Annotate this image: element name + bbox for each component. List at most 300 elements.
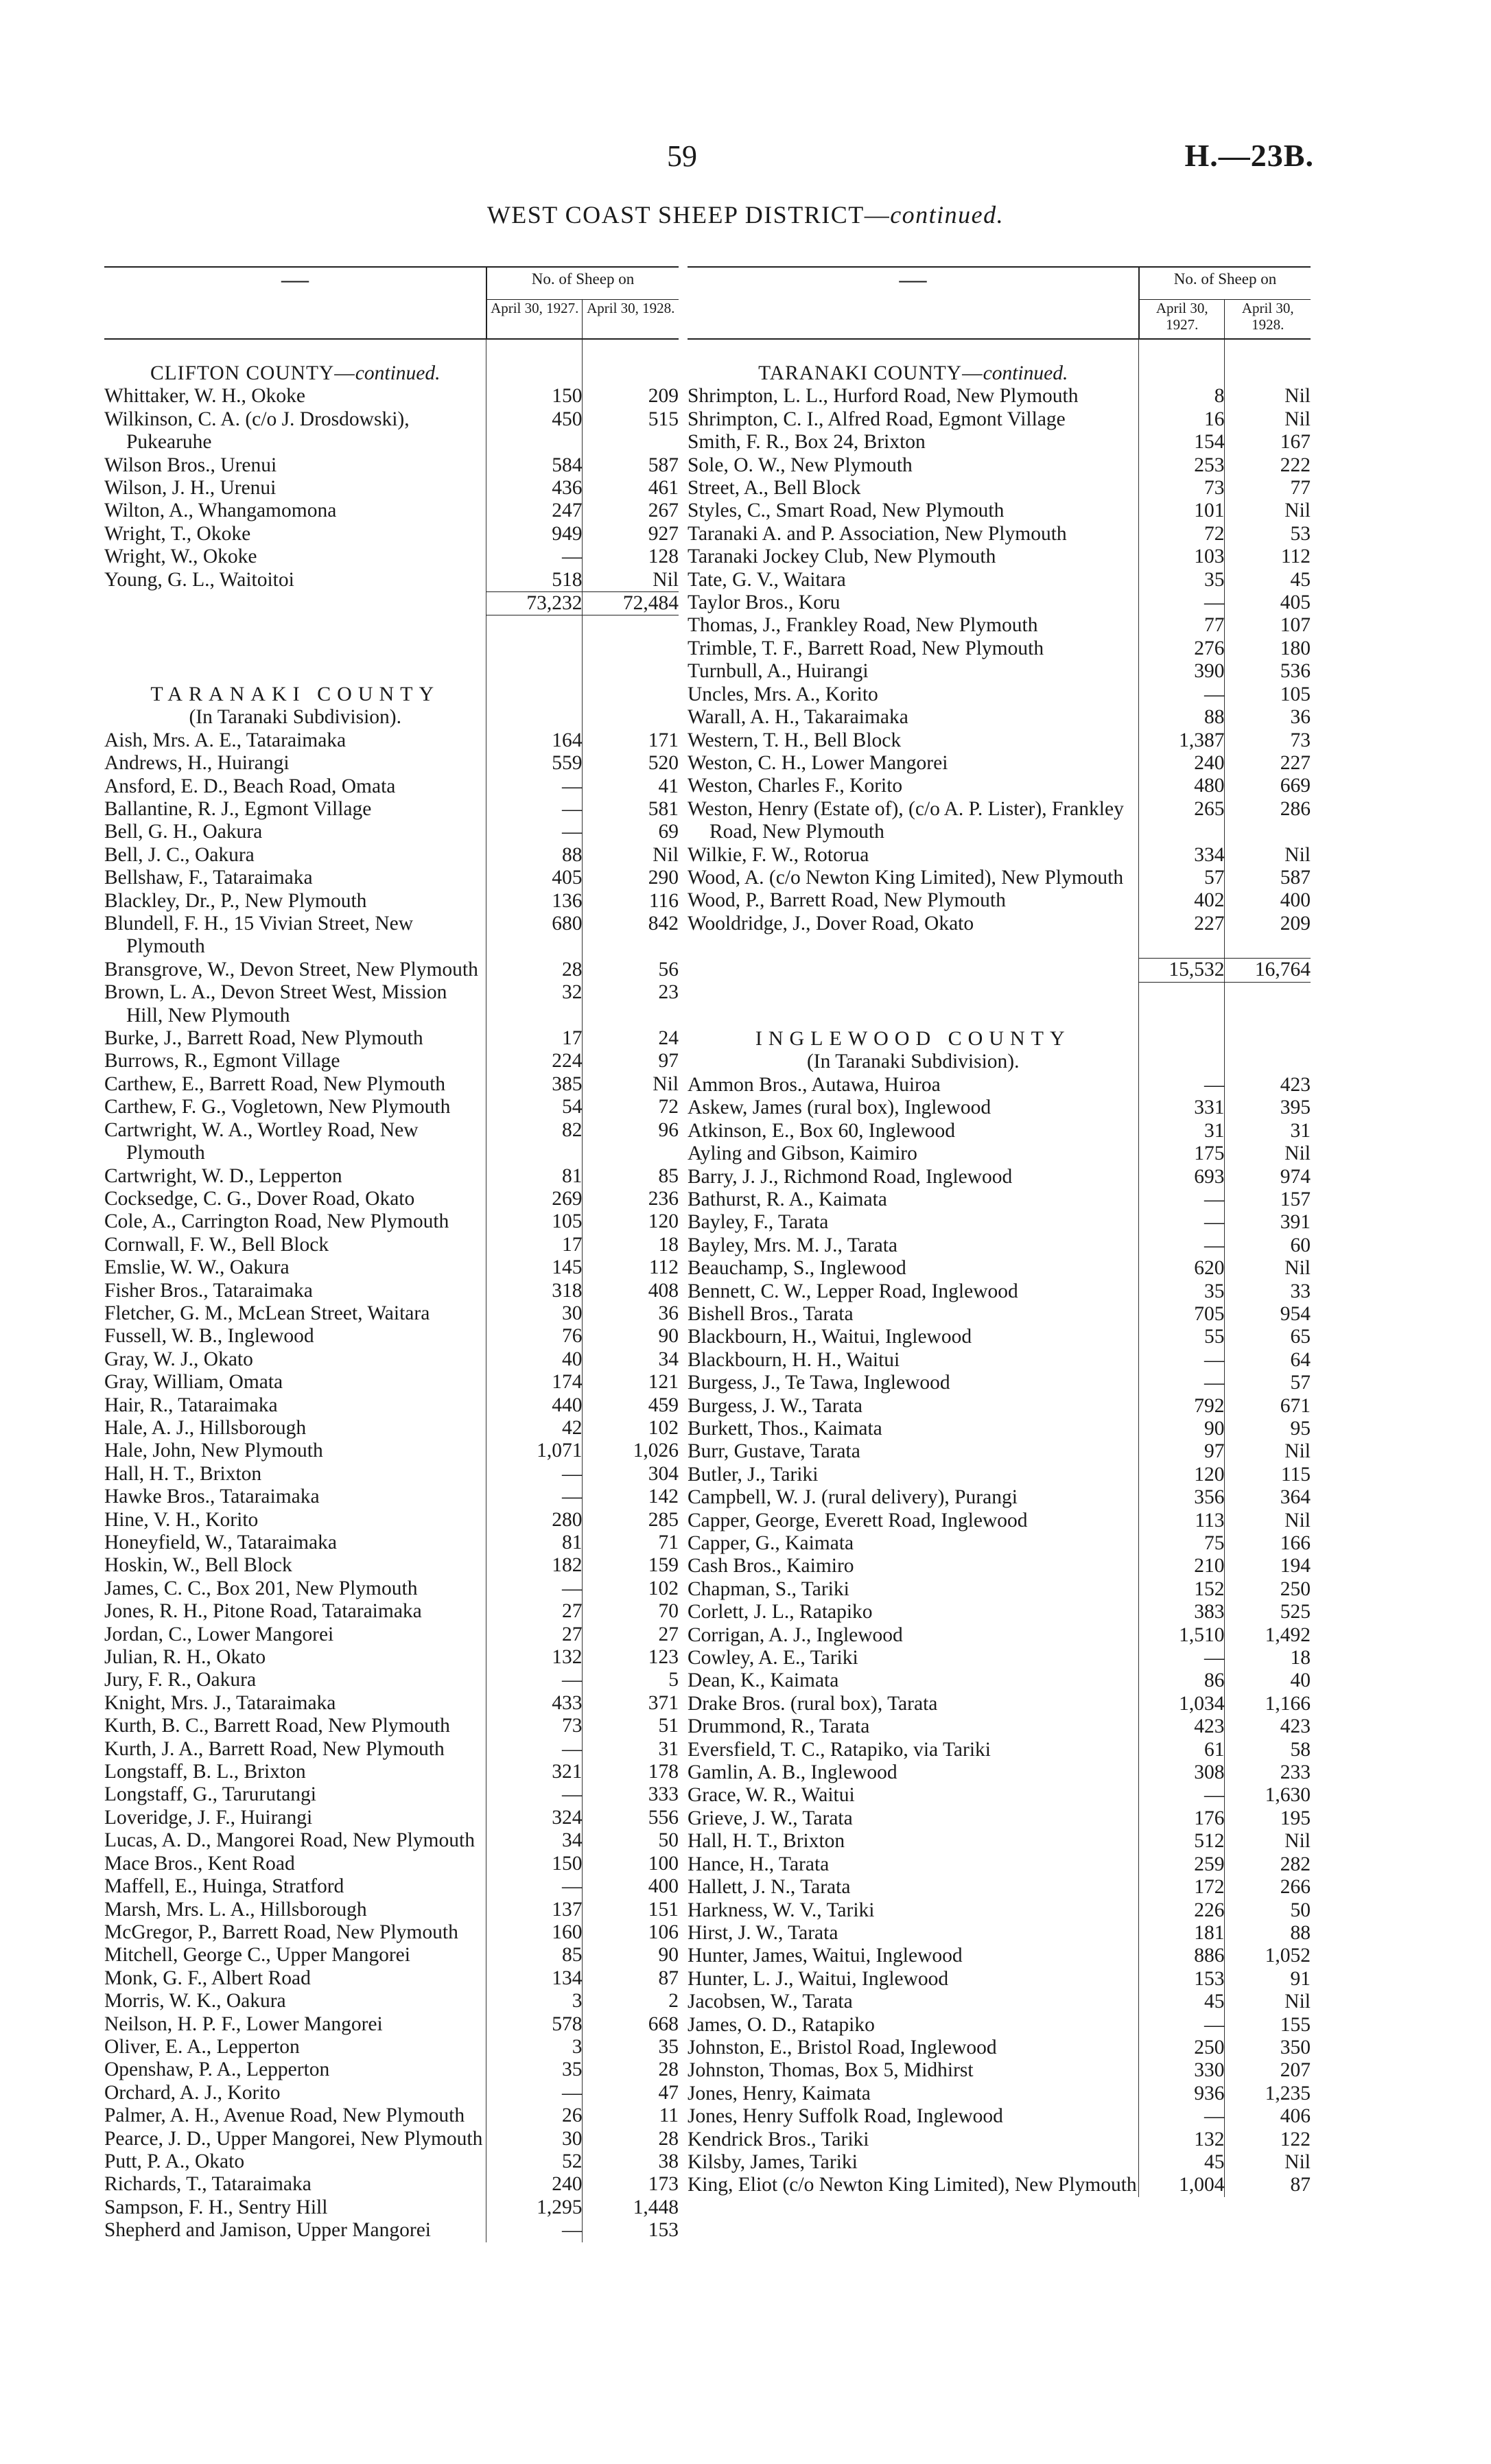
owner-name bbox=[104, 1738, 486, 1761]
owner-name-text: Blackley, Dr., P., New Plymouth bbox=[104, 889, 367, 912]
owner-name-text: Bell, J. C., Oakura bbox=[104, 843, 255, 866]
sheep-count-1927: 35 bbox=[486, 2058, 583, 2081]
sheep-count-1928: 153 bbox=[583, 2219, 679, 2242]
sheep-count-1928: 668 bbox=[583, 2013, 679, 2036]
owner-name-text: Cocksedge, C. G., Dover Road, Okato bbox=[104, 1187, 415, 1210]
table-row bbox=[688, 1669, 1311, 1692]
sheep-count-1927: 35 bbox=[1139, 1280, 1225, 1303]
sheep-count-1928: 515 bbox=[583, 408, 679, 454]
sheep-count-1927: 27 bbox=[486, 1623, 583, 1646]
table-row bbox=[104, 500, 679, 522]
owner-name-text: Hoskin, W., Bell Block bbox=[104, 1554, 292, 1577]
owner-name bbox=[688, 1899, 1139, 1922]
sheep-count-1928: 423 bbox=[1225, 1074, 1311, 1096]
sheep-count-1927: 240 bbox=[486, 2173, 583, 2196]
sheep-count-1928: 60 bbox=[1225, 1234, 1311, 1257]
owner-name bbox=[104, 1692, 486, 1715]
owner-name bbox=[688, 1876, 1139, 1899]
sheep-count-1927: 250 bbox=[1139, 2037, 1225, 2059]
table-row bbox=[688, 775, 1311, 797]
sheep-count-1927: 280 bbox=[486, 1509, 583, 1532]
owner-name-text: Ballantine, R. J., Egmont Village bbox=[104, 798, 372, 820]
sheep-count-1927: — bbox=[486, 1577, 583, 1600]
sheep-count-1927: 330 bbox=[1139, 2059, 1225, 2082]
owner-name-text: Cowley, A. E., Tariki bbox=[688, 1647, 858, 1669]
owner-name-text: Blackbourn, H. H., Waitui bbox=[688, 1348, 900, 1371]
owner-name-text: Hirst, J. W., Tarata bbox=[688, 1921, 838, 1944]
owner-name-text: Shrimpton, C. I., Alfred Road, Egmont Village bbox=[688, 408, 1066, 430]
sheep-count-1928: 102 bbox=[583, 1577, 679, 1600]
owner-name-text: Longstaff, G., Tarurutangi bbox=[104, 1783, 316, 1806]
owner-name bbox=[688, 867, 1139, 889]
sheep-count-1927: 40 bbox=[486, 1348, 583, 1371]
sheep-count-1928: 11 bbox=[583, 2104, 679, 2127]
owner-name bbox=[688, 2082, 1139, 2105]
sheep-count-1928: 33 bbox=[1225, 1280, 1311, 1303]
table-row bbox=[104, 890, 679, 913]
table-row bbox=[104, 2058, 679, 2081]
table-row bbox=[688, 1211, 1311, 1234]
owner-name-text: Wilson Bros., Urenui bbox=[104, 454, 277, 476]
owner-name-text: Pearce, J. D., Upper Mangorei, New Plymouth bbox=[104, 2127, 483, 2150]
owner-name-text: Morris, W. K., Oakura bbox=[104, 1990, 286, 2013]
table-row bbox=[104, 729, 679, 752]
sheep-count-1927: 86 bbox=[1139, 1669, 1225, 1692]
owner-name-text: Eversfield, T. C., Ratapiko, via Tariki bbox=[688, 1738, 991, 1761]
sheep-count-1927: 620 bbox=[1139, 1257, 1225, 1280]
owner-name-text: Burgess, J., Te Tawa, Inglewood bbox=[688, 1372, 950, 1394]
table-row bbox=[104, 981, 679, 1027]
owner-name bbox=[688, 385, 1139, 408]
owner-name-text: Richards, T., Tataraimaka bbox=[104, 2173, 312, 2196]
owner-name-text: Sampson, F. H., Sentry Hill bbox=[104, 2196, 328, 2218]
sheep-count-1927: — bbox=[486, 798, 583, 821]
owner-name-text: Brown, L. A., Devon Street West, Mission Hill, New Plymouth bbox=[104, 981, 447, 1026]
owner-name bbox=[104, 500, 486, 522]
sheep-count-1928: 115 bbox=[1225, 1464, 1311, 1486]
owner-name bbox=[104, 1280, 486, 1302]
table-row bbox=[688, 1555, 1311, 1577]
owner-name bbox=[688, 1464, 1139, 1486]
owner-name-text: Wilkie, F. W., Rotorua bbox=[688, 843, 869, 866]
owner-name-text: Hallett, J. N., Tarata bbox=[688, 1876, 851, 1899]
owner-name bbox=[104, 981, 486, 1027]
sheep-count-1927: 73 bbox=[1139, 477, 1225, 500]
table-row bbox=[688, 1922, 1311, 1945]
owner-name-text: Cartwright, W. D., Lepperton bbox=[104, 1164, 342, 1187]
owner-name bbox=[688, 1807, 1139, 1830]
owner-name bbox=[688, 637, 1139, 660]
owner-name-text: Bellshaw, F., Tataraimaka bbox=[104, 867, 313, 889]
owner-name bbox=[688, 2128, 1139, 2151]
sheep-count-1927: 886 bbox=[1139, 1945, 1225, 1967]
owner-name-text: Gray, W. J., Okato bbox=[104, 1348, 253, 1370]
sheep-count-1928: 178 bbox=[583, 1761, 679, 1783]
owner-name bbox=[688, 1326, 1139, 1348]
sheep-count-1928: 95 bbox=[1225, 1418, 1311, 1440]
sheep-count-1928: Nil bbox=[1225, 1440, 1311, 1463]
owner-name bbox=[104, 959, 486, 981]
sheep-count-1927: 385 bbox=[486, 1073, 583, 1096]
owner-name bbox=[104, 890, 486, 913]
sheep-count-1928: 35 bbox=[583, 2036, 679, 2058]
table-row bbox=[104, 1829, 679, 1852]
owner-name bbox=[688, 2151, 1139, 2174]
sheep-count-1927: — bbox=[486, 545, 583, 568]
table-row bbox=[688, 1876, 1311, 1899]
owner-name bbox=[688, 1739, 1139, 1761]
sheep-count-1928: 167 bbox=[1225, 431, 1311, 454]
sheep-count-1927: 132 bbox=[486, 1646, 583, 1669]
total-1927: 15,532 bbox=[1139, 959, 1225, 982]
owner-name bbox=[104, 1532, 486, 1554]
sheep-count-1927: 321 bbox=[486, 1761, 583, 1783]
sheep-count-1928: 45 bbox=[1225, 569, 1311, 591]
sheep-count-1927: 390 bbox=[1139, 660, 1225, 683]
table-row bbox=[688, 1693, 1311, 1715]
owner-name-text: James, C. C., Box 201, New Plymouth bbox=[104, 1577, 418, 1599]
table-row bbox=[104, 1348, 679, 1371]
table-row bbox=[688, 2128, 1311, 2151]
table-row bbox=[688, 1647, 1311, 1669]
owner-name bbox=[688, 706, 1139, 729]
owner-name-text: Hale, A. J., Hillsborough bbox=[104, 1416, 307, 1439]
owner-name-text: Jacobsen, W., Tarata bbox=[688, 1991, 853, 2013]
sheep-count-1927: 3 bbox=[486, 1990, 583, 2013]
owner-name-text: Bayley, Mrs. M. J., Tarata bbox=[688, 1234, 897, 1256]
owner-name-text: Bennett, C. W., Lepper Road, Inglewood bbox=[688, 1280, 1018, 1302]
sheep-count-1928: 50 bbox=[1225, 1899, 1311, 1922]
owner-name-text: Oliver, E. A., Lepperton bbox=[104, 2035, 300, 2058]
sheep-count-1927: 949 bbox=[486, 523, 583, 545]
owner-name-text: Street, A., Bell Block bbox=[688, 477, 861, 500]
owner-name-text: Cole, A., Carrington Road, New Plymouth bbox=[104, 1210, 449, 1233]
owner-name bbox=[688, 775, 1139, 797]
sheep-count-1928: 290 bbox=[583, 867, 679, 889]
owner-name-text: Gamlin, A. B., Inglewood bbox=[688, 1761, 897, 1784]
sheep-count-1928: 209 bbox=[583, 385, 679, 408]
sheep-count-1928: 106 bbox=[583, 1921, 679, 1944]
sheep-count-1927: — bbox=[486, 1486, 583, 1508]
table-row bbox=[688, 1257, 1311, 1280]
owner-name-text: Palmer, A. H., Avenue Road, New Plymouth bbox=[104, 2104, 465, 2127]
owner-name bbox=[104, 1463, 486, 1486]
table-row bbox=[688, 2014, 1311, 2037]
owner-name bbox=[104, 2219, 486, 2242]
sheep-count-1927: 88 bbox=[486, 844, 583, 867]
sheep-count-1927: 1,034 bbox=[1139, 1693, 1225, 1715]
owner-name-text: Burgess, J. W., Tarata bbox=[688, 1394, 862, 1417]
owner-name-text: Carthew, F. G., Vogletown, New Plymouth bbox=[104, 1096, 451, 1118]
sheep-count-1927: 1,387 bbox=[1139, 729, 1225, 752]
table-row bbox=[104, 1715, 679, 1737]
owner-name-text: Atkinson, E., Box 60, Inglewood bbox=[688, 1119, 956, 1142]
owner-name-text: Carthew, E., Barrett Road, New Plymouth bbox=[104, 1072, 446, 1095]
sheep-count-1928: 286 bbox=[1225, 798, 1311, 844]
owner-name-text: Longstaff, B. L., Brixton bbox=[104, 1761, 306, 1783]
owner-name-text: Corlett, J. L., Ratapiko bbox=[688, 1601, 873, 1623]
owner-name bbox=[688, 1418, 1139, 1440]
owner-name-text: Fisher Bros., Tataraimaka bbox=[104, 1279, 313, 1302]
sheep-count-1928: 157 bbox=[1225, 1188, 1311, 1211]
owner-name-text: Wood, A. (c/o Newton King Limited), New Plymouth bbox=[688, 866, 1124, 889]
table-row bbox=[104, 1325, 679, 1348]
table-row bbox=[104, 1417, 679, 1440]
owner-name bbox=[104, 2196, 486, 2219]
sheep-count-1928: 556 bbox=[583, 1807, 679, 1829]
owner-name bbox=[104, 477, 486, 500]
sheep-count-1928: Nil bbox=[1225, 844, 1311, 867]
owner-name bbox=[104, 1210, 486, 1233]
sheep-count-1928: 536 bbox=[1225, 660, 1311, 683]
sheep-count-1927: 150 bbox=[486, 1853, 583, 1875]
sheep-count-1928: 461 bbox=[583, 477, 679, 500]
sheep-count-1927: 792 bbox=[1139, 1395, 1225, 1418]
owner-name-text: Bishell Bros., Tarata bbox=[688, 1302, 854, 1325]
right-column bbox=[688, 263, 1311, 2197]
header-year-1928: April 30, 1928. bbox=[583, 300, 679, 340]
table-row bbox=[104, 752, 679, 775]
owner-name bbox=[688, 1968, 1139, 1991]
table-row bbox=[104, 385, 679, 408]
sheep-count-1927: 559 bbox=[486, 752, 583, 775]
table-row bbox=[688, 706, 1311, 729]
owner-name-text: Cash Bros., Kaimiro bbox=[688, 1555, 854, 1577]
owner-name-text: Aish, Mrs. A. E., Tataraimaka bbox=[104, 729, 347, 751]
table-row bbox=[104, 2150, 679, 2173]
table-row bbox=[104, 2082, 679, 2104]
owner-name-text: Butler, J., Tariki bbox=[688, 1463, 819, 1486]
owner-name bbox=[688, 1693, 1139, 1715]
owner-name bbox=[104, 1256, 486, 1279]
sheep-count-1928: 97 bbox=[583, 1050, 679, 1072]
sheep-count-1928: 50 bbox=[583, 1829, 679, 1852]
sheep-count-1927: 55 bbox=[1139, 1326, 1225, 1348]
owner-name bbox=[688, 1166, 1139, 1188]
sheep-count-1927: 247 bbox=[486, 500, 583, 522]
sheep-count-1927: 81 bbox=[486, 1532, 583, 1554]
sheep-count-1927: 226 bbox=[1139, 1899, 1225, 1922]
sheep-count-1928: 1,235 bbox=[1225, 2082, 1311, 2105]
inglewood-county-heading-title bbox=[688, 1027, 1139, 1074]
table-row bbox=[688, 2037, 1311, 2059]
sheep-count-1928: 70 bbox=[583, 1600, 679, 1623]
sheep-count-1927: 54 bbox=[486, 1096, 583, 1118]
sheep-count-1928: 2 bbox=[583, 1990, 679, 2013]
sheep-count-1927: 137 bbox=[486, 1899, 583, 1921]
sheep-count-1928: 166 bbox=[1225, 1532, 1311, 1555]
owner-name-text: Bathurst, R. A., Kaimata bbox=[688, 1188, 887, 1210]
owner-name bbox=[688, 1257, 1139, 1280]
owner-name bbox=[104, 1875, 486, 1898]
owner-name bbox=[104, 1073, 486, 1096]
sheep-count-1927: 61 bbox=[1139, 1739, 1225, 1761]
sheep-count-1928: 423 bbox=[1225, 1715, 1311, 1738]
owner-name-text: Bransgrove, W., Devon Street, New Plymouth bbox=[104, 958, 478, 981]
page-number: 59 bbox=[667, 139, 697, 173]
owner-name-text: Hance, H., Tarata bbox=[688, 1853, 830, 1875]
owner-name-text: Beauchamp, S., Inglewood bbox=[688, 1257, 906, 1280]
owner-name-text: Dean, K., Kaimata bbox=[688, 1669, 839, 1692]
sheep-count-1927: 450 bbox=[486, 408, 583, 454]
owner-name bbox=[104, 1669, 486, 1691]
table-row bbox=[688, 1166, 1311, 1188]
sheep-count-1928: 267 bbox=[583, 500, 679, 522]
sheep-count-1927: 259 bbox=[1139, 1853, 1225, 1876]
table-row bbox=[104, 913, 679, 959]
sheep-count-1928: 28 bbox=[583, 2128, 679, 2150]
sheep-count-1927: 88 bbox=[1139, 706, 1225, 729]
sheep-count-1928: 581 bbox=[583, 798, 679, 821]
owner-name-text: Harkness, W. V., Tariki bbox=[688, 1899, 875, 1921]
owner-name-text: Cartwright, W. A., Wortley Road, New Plymouth bbox=[104, 1118, 419, 1164]
sheep-count-1927: 3 bbox=[486, 2036, 583, 2058]
owner-name-text: Andrews, H., Huirangi bbox=[104, 752, 290, 775]
owner-name bbox=[104, 1234, 486, 1256]
sheep-count-1927: 265 bbox=[1139, 798, 1225, 844]
owner-name-text: Burrows, R., Egmont Village bbox=[104, 1050, 340, 1072]
owner-name-text: Askew, James (rural box), Inglewood bbox=[688, 1096, 991, 1119]
owner-name bbox=[688, 660, 1139, 683]
sheep-count-1927: 113 bbox=[1139, 1510, 1225, 1532]
sheep-count-1928: 954 bbox=[1225, 1303, 1311, 1326]
owner-name-text: Barry, J. J., Richmond Road, Inglewood bbox=[688, 1165, 1013, 1188]
sheep-count-1927: 269 bbox=[486, 1188, 583, 1210]
owner-name-text: Jones, Henry Suffolk Road, Inglewood bbox=[688, 2105, 1003, 2128]
owner-name bbox=[104, 385, 486, 408]
sheep-count-1928: 587 bbox=[1225, 867, 1311, 889]
owner-name bbox=[688, 1532, 1139, 1555]
left-column bbox=[104, 263, 679, 2242]
sheep-count-1928: 1,052 bbox=[1225, 1945, 1311, 1967]
sheep-count-1927: — bbox=[1139, 2105, 1225, 2128]
owner-name bbox=[688, 454, 1139, 477]
table-row bbox=[688, 660, 1311, 683]
owner-name bbox=[104, 1394, 486, 1417]
sheep-count-1927: 331 bbox=[1139, 1096, 1225, 1119]
table-row bbox=[104, 1302, 679, 1325]
table-row bbox=[688, 1853, 1311, 1876]
sheep-count-1928: Nil bbox=[1225, 408, 1311, 431]
owner-name bbox=[104, 1944, 486, 1967]
sheep-count-1927: 103 bbox=[1139, 545, 1225, 568]
sheep-count-1928: 96 bbox=[583, 1119, 679, 1165]
sheep-count-1928: 282 bbox=[1225, 1853, 1311, 1876]
table-row bbox=[688, 1784, 1311, 1807]
owner-name-text: Hair, R., Tataraimaka bbox=[104, 1394, 278, 1416]
sheep-count-1928: Nil bbox=[1225, 1257, 1311, 1280]
header-year-1928-right: April 30, 1928. bbox=[1225, 300, 1311, 340]
table-row bbox=[104, 1165, 679, 1188]
owner-name bbox=[688, 591, 1139, 614]
owner-name-text: Shepherd and Jamison, Upper Mangorei bbox=[104, 2219, 431, 2242]
owner-name bbox=[688, 2014, 1139, 2037]
sheep-count-1927: — bbox=[1139, 1784, 1225, 1807]
sheep-count-1927: — bbox=[486, 2219, 583, 2242]
table-row bbox=[104, 1990, 679, 2013]
owner-name-text: Neilson, H. P. F., Lower Mangorei bbox=[104, 2013, 383, 2035]
header-blank-right: — bbox=[688, 267, 1139, 339]
district-title-main: WEST COAST SHEEP DISTRICT— bbox=[486, 201, 891, 228]
sheep-count-1927: — bbox=[486, 2082, 583, 2104]
sheep-count-1928: 587 bbox=[583, 454, 679, 477]
sheep-count-1927: 518 bbox=[486, 569, 583, 592]
owner-name-text: Uncles, Mrs. A., Korito bbox=[688, 683, 878, 705]
table-row bbox=[104, 1600, 679, 1623]
owner-name bbox=[688, 844, 1139, 867]
clifton-county-heading: CLIFTON COUNTY—continued. bbox=[150, 362, 441, 384]
table-row bbox=[688, 889, 1311, 912]
sheep-count-1928: 100 bbox=[583, 1853, 679, 1875]
sheep-count-1927: 101 bbox=[1139, 500, 1225, 522]
table-row bbox=[688, 867, 1311, 889]
sheep-count-1928: 36 bbox=[1225, 706, 1311, 729]
sheep-count-1927: 181 bbox=[1139, 1922, 1225, 1945]
taranaki-county-heading-title bbox=[104, 683, 486, 729]
owner-name-text: Fletcher, G. M., McLean Street, Waitara bbox=[104, 1302, 430, 1324]
sheep-count-1928: 23 bbox=[583, 981, 679, 1027]
owner-name-text: Knight, Mrs. J., Tataraimaka bbox=[104, 1691, 336, 1714]
owner-name bbox=[688, 1188, 1139, 1211]
table-row bbox=[688, 1418, 1311, 1440]
owner-name-text: Hine, V. H., Korito bbox=[104, 1508, 259, 1531]
owner-name bbox=[104, 752, 486, 775]
owner-name-text: Jordan, C., Lower Mangorei bbox=[104, 1623, 334, 1645]
district-title-continued: continued. bbox=[890, 201, 1005, 228]
owner-name bbox=[688, 500, 1139, 522]
sheep-count-1928: 88 bbox=[1225, 1922, 1311, 1945]
sheep-count-1927: — bbox=[1139, 591, 1225, 614]
sheep-count-1927: 276 bbox=[1139, 637, 1225, 660]
sheep-count-1928: 51 bbox=[583, 1715, 679, 1737]
owner-name bbox=[104, 1646, 486, 1669]
owner-name-text: Gray, William, Omata bbox=[104, 1371, 283, 1394]
table-row bbox=[104, 1921, 679, 1944]
owner-name bbox=[688, 569, 1139, 591]
owner-name-text: Kilsby, James, Tariki bbox=[688, 2150, 858, 2173]
sheep-count-1928: 222 bbox=[1225, 454, 1311, 477]
table-row bbox=[104, 2219, 679, 2242]
table-row bbox=[104, 1119, 679, 1165]
owner-name-text: Hall, H. T., Brixton bbox=[688, 1830, 845, 1853]
sheep-count-1928: 90 bbox=[583, 1325, 679, 1348]
owner-name-text: Grace, W. R., Waitui bbox=[688, 1784, 855, 1807]
owner-name bbox=[104, 1417, 486, 1440]
sheep-count-1928: 1,166 bbox=[1225, 1693, 1311, 1715]
owner-name-text: Capper, George, Everett Road, Inglewood bbox=[688, 1509, 1028, 1532]
table-row bbox=[688, 523, 1311, 545]
sheep-count-1928: 5 bbox=[583, 1669, 679, 1691]
owner-name bbox=[104, 1371, 486, 1394]
owner-name-text: Wooldridge, J., Dover Road, Okato bbox=[688, 912, 974, 935]
owner-name-text: Tate, G. V., Waitara bbox=[688, 568, 846, 591]
sheep-count-1927: 164 bbox=[486, 729, 583, 752]
table-row bbox=[688, 1601, 1311, 1623]
sheep-count-1927: — bbox=[1139, 1211, 1225, 1234]
owner-name bbox=[688, 408, 1139, 431]
sheep-count-1927: 134 bbox=[486, 1967, 583, 1990]
sheep-count-1927: — bbox=[1139, 2014, 1225, 2037]
table-row bbox=[104, 1692, 679, 1715]
spacer-row bbox=[104, 615, 679, 683]
owner-name-text: Honeyfield, W., Tataraimaka bbox=[104, 1532, 337, 1553]
table-row bbox=[688, 1991, 1311, 2013]
sheep-count-1928: 112 bbox=[583, 1256, 679, 1279]
owner-name bbox=[104, 2150, 486, 2173]
table-row bbox=[104, 1096, 679, 1118]
sheep-count-1928: 408 bbox=[583, 1280, 679, 1302]
sheep-count-1927: 227 bbox=[1139, 913, 1225, 935]
